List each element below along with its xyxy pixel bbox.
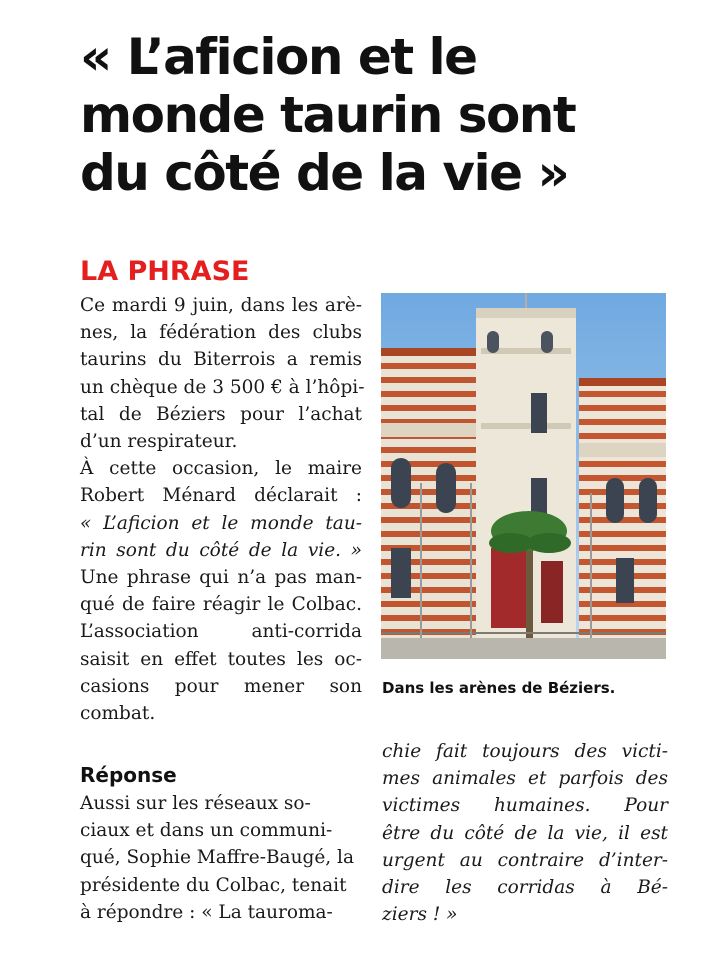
headline-line-3: du côté de la vie » (80, 144, 569, 202)
reply-line: mes animales et parfois des (382, 768, 668, 790)
reply-line: urgent au contraire d’inter- (382, 849, 668, 871)
quote-line: rin sont du côté de la vie. » (80, 539, 362, 561)
body-line: combat. (80, 703, 156, 725)
arenes-photo (381, 293, 666, 659)
reply-line: dire les corridas à Bé- (382, 877, 668, 899)
headline-line-2: monde taurin sont (80, 86, 576, 144)
reply-left-column (80, 790, 362, 926)
reply-line: qué, Sophie Maffre-Baugé, la (80, 847, 354, 869)
body-line: un chèque de 3 500 € à l’hôpi- (80, 376, 365, 398)
reply-right-column (382, 738, 668, 928)
reply-line: ciaux et dans un communi- (80, 820, 333, 842)
body-line: casions pour mener son (80, 675, 362, 697)
body-line: Une phrase qui n’a pas man- (80, 567, 362, 589)
body-line: Robert Ménard déclarait : (80, 485, 362, 507)
headline (80, 28, 680, 202)
section-kicker: LA PHRASE (80, 256, 250, 287)
photo-caption: Dans les arènes de Béziers. (382, 679, 616, 697)
body-line: nes, la fédération des clubs (80, 322, 362, 344)
reply-line: ziers ! » (382, 904, 458, 926)
body-line: saisit en effet toutes les oc- (80, 648, 362, 670)
reply-line: à répondre : « La tauroma- (80, 901, 333, 923)
body-line: tal de Béziers pour l’achat (80, 403, 362, 425)
reply-line: Aussi sur les réseaux so- (80, 793, 311, 814)
reply-line: victimes humaines. Pour (382, 795, 668, 817)
body-line: L’association anti-corrida (80, 621, 362, 643)
reply-line: être du côté de la vie, il est (382, 822, 668, 844)
reply-line: chie fait toujours des victi- (382, 741, 668, 762)
reply-subheading: Réponse (80, 763, 177, 787)
body-line: Ce mardi 9 juin, dans les arè- (80, 295, 362, 316)
article-body-column (80, 292, 365, 727)
body-line: qué de faire réagir le Colbac. (80, 594, 362, 616)
body-line: À cette occasion, le maire (80, 458, 362, 480)
body-line: d’un respirateur. (80, 431, 238, 453)
quote-line: « L’aficion et le monde tau- (80, 512, 362, 534)
reply-line: présidente du Colbac, tenait (80, 874, 347, 896)
body-line: taurins du Biterrois a remis (80, 349, 362, 371)
headline-line-1: « L’aficion et le (80, 28, 477, 86)
